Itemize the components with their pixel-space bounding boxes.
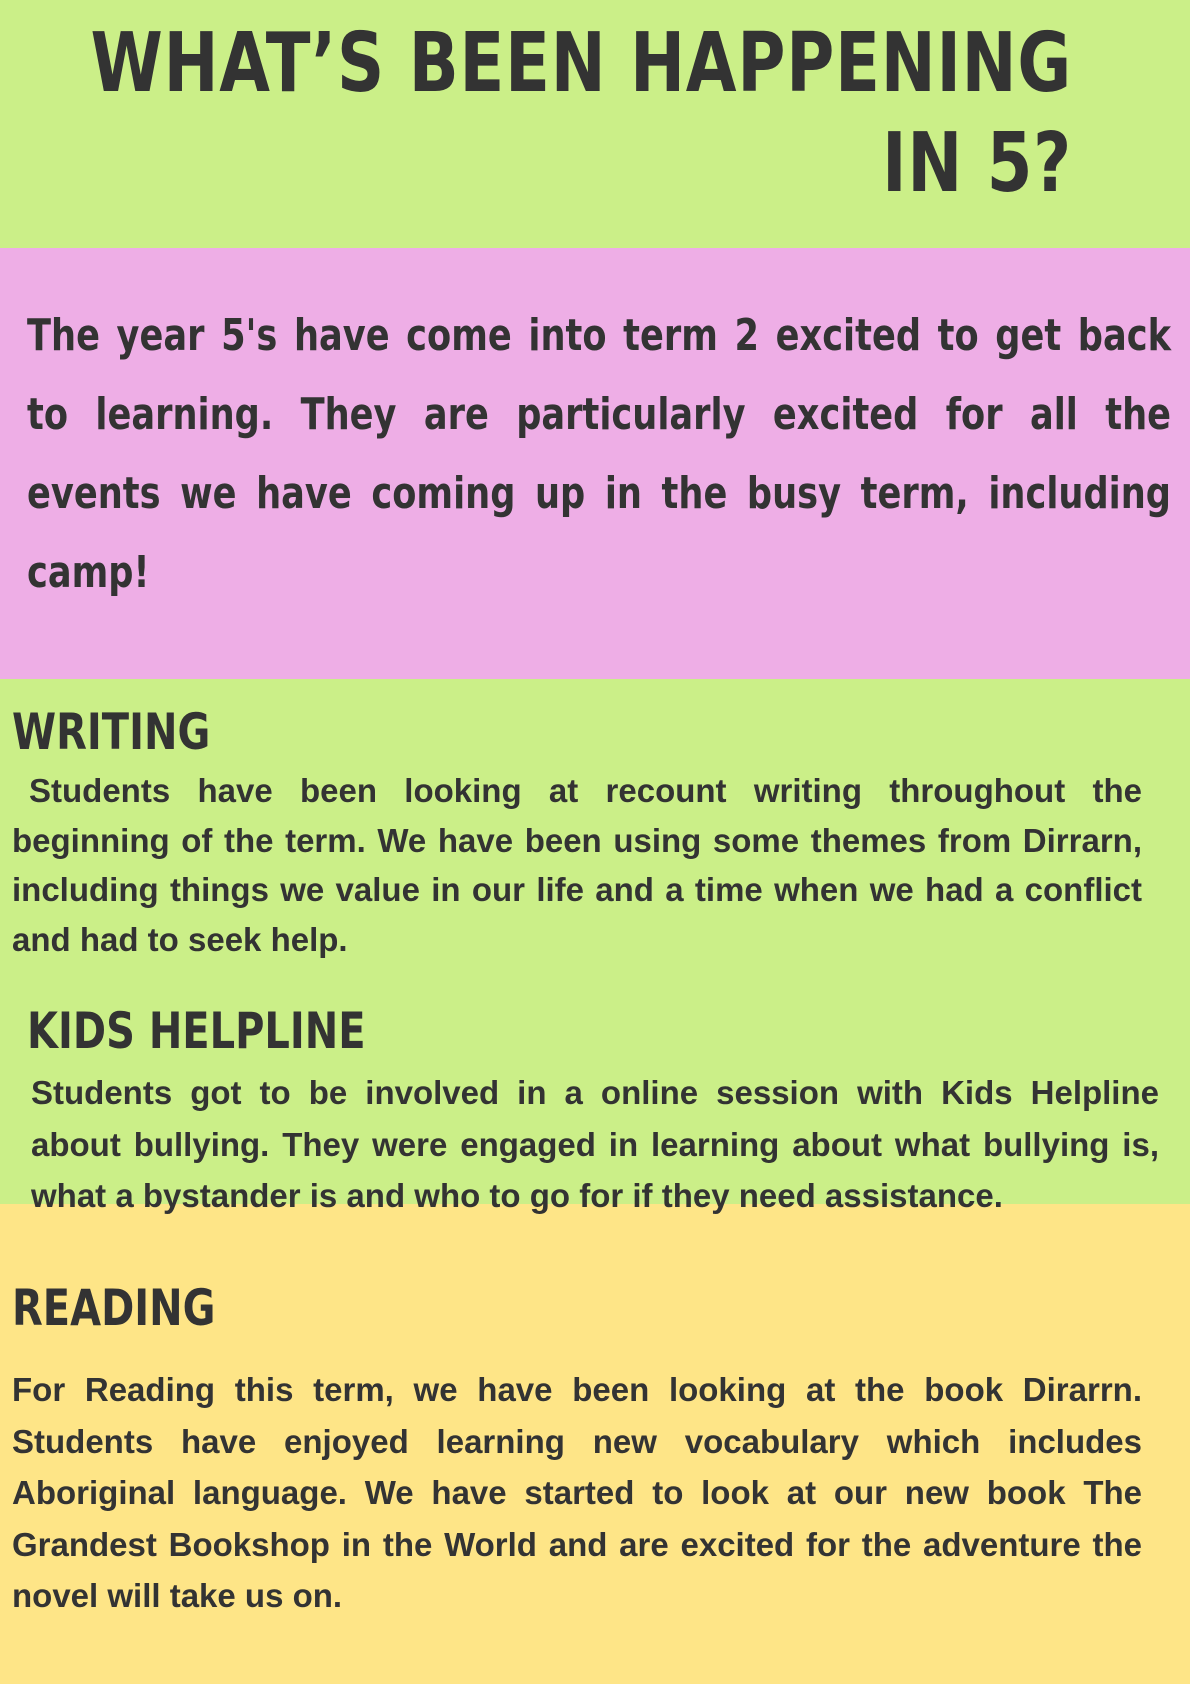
page-title: WHAT’S BEEN HAPPENING IN 5? (90, 16, 1072, 211)
section-body-writing: Students have been looking at recount writing throughout the beginning of the term. We have been using some themes from Dirrarn, including things we value in our life and a time when we had a conflict and had to seek help. (12, 772, 1142, 958)
section-body-reading: For Reading this term, we have been looking at the book Dirarrn. Students have enjoyed learning new vocabulary which includes Aboriginal language. We have started to look at our new book The Grandest Bookshop in the World and are excited for the adventure the novel will take us on. (12, 1371, 1142, 1614)
section-body-kids-helpline: Students got to be involved in a online session with Kids Helpline about bullying. They were engaged in learning about what bullying is, what a bystander is and who to go for if they need assistance. (31, 1074, 1159, 1214)
section-heading-writing: WRITING (12, 703, 211, 761)
section-heading-reading: READING (12, 1279, 216, 1337)
section-heading-kids-helpline: KIDS HELPLINE (27, 1002, 366, 1060)
intro-paragraph: The year 5's have come into term 2 excited to get back to learning. They are particularly excited for all the events we have coming up in the busy term, including camp! (27, 310, 1171, 598)
